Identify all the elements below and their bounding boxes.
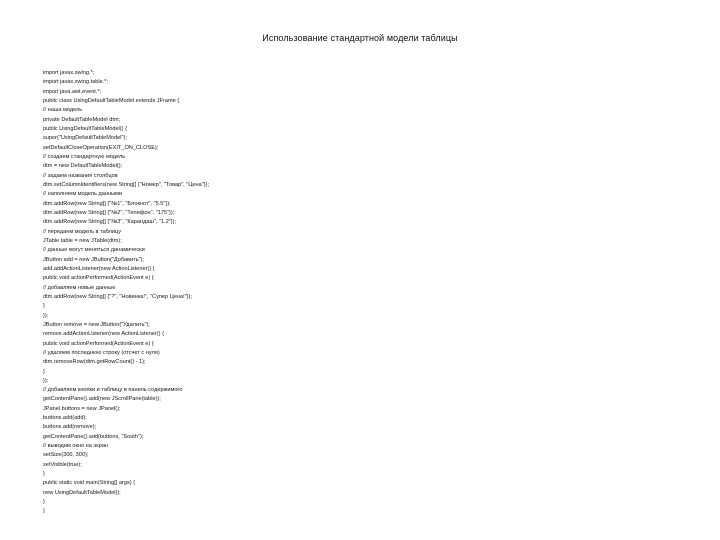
- code-line: super("UsingDefaultTableModel");: [43, 135, 127, 142]
- code-line: dtm = new DefaultTableModel();: [43, 163, 123, 170]
- code-line: getContentPane().add(buttons, "South");: [43, 433, 144, 440]
- code-line: }: [43, 471, 45, 478]
- code-line: new UsingDefaultTableModel();: [43, 489, 121, 496]
- code-line: // наша модель: [43, 107, 83, 114]
- slide-title: Использование стандартной модели таблицы: [262, 33, 458, 43]
- code-line: import javax.swing.table.*;: [43, 79, 108, 86]
- code-line: JButton add = new JButton("Добавить");: [43, 256, 144, 263]
- code-line: JButton remove = new JButton("Удалить");: [43, 321, 150, 328]
- code-line: dtm.addRow(new String[] {"№2", "Телефон", "175"});: [43, 209, 175, 216]
- code-line: }: [43, 303, 45, 310]
- code-line: import java.awt.event.*;: [43, 88, 102, 95]
- code-line: public void actionPerformed(ActionEvent e) {: [43, 340, 154, 347]
- code-line: import javax.swing.*;: [43, 70, 95, 76]
- code-line: setSize(300, 300);: [43, 452, 89, 459]
- code-line: // добавляем кнопки и таблицу в панель содержимого: [43, 387, 183, 394]
- code-line: remove.addActionListener(new ActionListener() {: [43, 331, 164, 338]
- code-line: dtm.addRow(new String[] {"?", "Новинка!", "Супер Цена!"});: [43, 293, 192, 300]
- code-line: });: [43, 377, 49, 384]
- code-line: });: [43, 312, 49, 319]
- code-line: // данные могут меняться динамически: [43, 247, 145, 254]
- code-line: dtm.setColumnIdentifiers(new String[] {"Номер", "Товар", "Цена"});: [43, 181, 209, 188]
- code-line: dtm.removeRow(dtm.getRowCount() - 1);: [43, 359, 146, 366]
- code-line: dtm.addRow(new String[] {"№3", "Карандаш", "1.2"});: [43, 219, 177, 226]
- code-line: public void actionPerformed(ActionEvent e) {: [43, 275, 154, 282]
- code-line: add.addActionListener(new ActionListener() {: [43, 265, 155, 272]
- code-line: // передаем модель в таблицу: [43, 228, 122, 235]
- code-line: buttons.add(add);: [43, 415, 87, 422]
- code-line: }: [43, 368, 45, 375]
- code-line: public class UsingDefaultTableModel extends JFrame {: [43, 97, 180, 104]
- code-line: }: [43, 508, 45, 515]
- code-line: setDefaultCloseOperation(EXIT_ON_CLOSE);: [43, 144, 159, 151]
- code-line: setVisible(true);: [43, 461, 82, 468]
- code-line: // создаем стандартную модель: [43, 153, 126, 160]
- code-line: getContentPane().add(new JScrollPane(table));: [43, 396, 161, 403]
- code-line: // наполняем модель данными: [43, 191, 123, 198]
- code-line: // добавляем новые данные: [43, 284, 116, 291]
- code-line: JPanel buttons = new JPanel();: [43, 405, 121, 412]
- code-line: JTable table = new JTable(dtm);: [43, 237, 122, 244]
- code-line: }: [43, 499, 45, 506]
- code-line: // удаляем последнюю строку (отсчет с нуля): [43, 349, 160, 356]
- code-line: dtm.addRow(new String[] {"№1", "Блокнот", "5.5"});: [43, 200, 171, 207]
- code-line: private DefaultTableModel dtm;: [43, 116, 121, 123]
- code-line: public static void main(String[] args) {: [43, 480, 136, 487]
- code-listing: [43, 69, 683, 517]
- code-line: // задаем названия столбцов: [43, 172, 118, 179]
- code-line: buttons.add(remove);: [43, 424, 97, 431]
- code-line: public UsingDefaultTableModel() {: [43, 125, 127, 132]
- code-line: // выводим окно на экран: [43, 443, 109, 450]
